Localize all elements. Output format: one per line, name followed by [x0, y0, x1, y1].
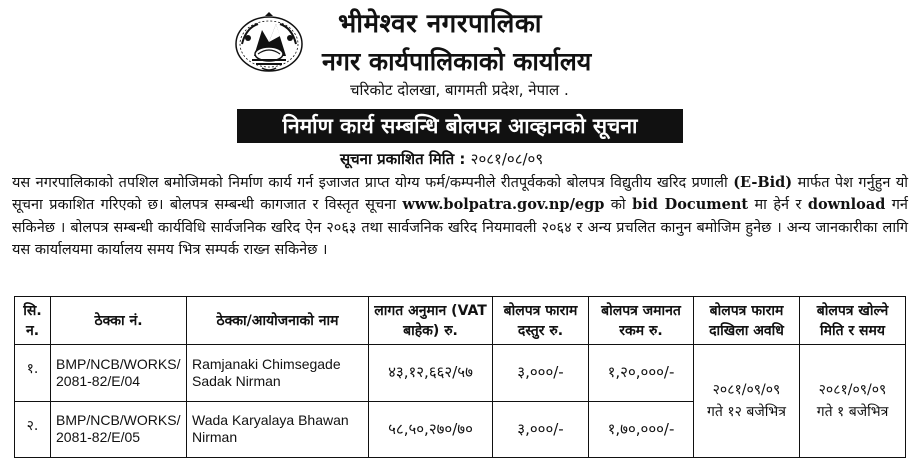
header-submission-period: बोलपत्र फाराम दाखिला अवधि — [694, 297, 800, 345]
office-address: चरिकोट दोलखा, बागमती प्रदेश, नेपाल . — [350, 81, 569, 99]
municipality-name: भीमेश्वर नगरपालिका — [338, 9, 543, 39]
nepal-emblem-icon — [232, 10, 306, 74]
table-header-row — [15, 297, 906, 345]
row-bid-security: १,७०,०००/- — [589, 401, 694, 458]
download-term: download — [807, 196, 886, 214]
notice-body — [12, 172, 908, 261]
opening-date-time — [800, 345, 906, 458]
row-sn: १. — [15, 345, 51, 402]
row-form-fee: ३,०००/- — [493, 345, 589, 402]
header-cost-estimate: लागत अनुमान (VAT बाहेक) रु. — [369, 297, 493, 345]
header-sn: सि. न. — [15, 297, 51, 345]
row-cost-estimate: ४३,१२,६६२/५७ — [369, 345, 493, 402]
publish-date-line — [340, 149, 543, 169]
row-form-fee: ३,०००/- — [493, 401, 589, 458]
body-text-5: गर्न सकिनेछ । बोलपत्र सम्बन्धी कार्यविधि सार्वजनिक खरिद ऐन २०६३ तथा सार्वजनिक खरिद नियमावली २०६४ र अन्य प्रचलित कानुन बमोजिम हुनेछ । अन्य जानकारीका लागि यस कार्यालयमा कार्यालय समय भित्र सम्पर्क राख्न सकिनेछ । — [12, 197, 908, 258]
header-opening-date: बोलपत्र खोल्ने मिति र समय — [800, 297, 906, 345]
header-form-fee: बोलपत्र फाराम दस्तुर रु. — [493, 297, 589, 345]
publish-date-value: २०८१/०८/०९ — [470, 150, 544, 168]
publish-date-label: सूचना प्रकाशित मिति : — [340, 150, 466, 168]
opening-date: २०८१/०९/०९ — [818, 382, 887, 398]
row-project-name: Wada Karyalaya Bhawan Nirman — [187, 401, 369, 458]
row-contract-code: BMP/NCB/WORKS/ 2081-82/E/04 — [51, 345, 187, 402]
notice-title: निर्माण कार्य सम्बन्धि बोलपत्र आव्हानको सूचना — [237, 109, 683, 143]
row-sn: २. — [15, 401, 51, 458]
row-bid-security: १,२०,०००/- — [589, 345, 694, 402]
submission-time: गते १२ बजेभित्र — [707, 404, 786, 420]
header-contract-no: ठेक्का नं. — [51, 297, 187, 345]
row-contract-code: BMP/NCB/WORKS/ 2081-82/E/05 — [51, 401, 187, 458]
bolpatra-url: www.bolpatra.gov.np/egp — [402, 196, 605, 214]
submission-date: २०८१/०९/०९ — [712, 382, 781, 398]
body-text-2: मार्फत पेश गर्नुहुन यो सूचना प्रकाशित गरिएको छ। बोलपत्र सम्बन्धी कागजात र विस्तृत सूचना — [12, 175, 908, 214]
row-cost-estimate: ५८,५०,२७०/७० — [369, 401, 493, 458]
row-project-name: Ramjanaki Chimsegade Sadak Nirman — [187, 345, 369, 402]
body-text-3: को — [604, 197, 633, 214]
opening-time: गते १ बजेभित्र — [816, 404, 889, 420]
header-bid-security: बोलपत्र जमानत रकम रु. — [589, 297, 694, 345]
office-name: नगर कार्यपालिकाको कार्यालय — [322, 47, 592, 76]
ebid-term: (E-Bid) — [733, 174, 793, 191]
submission-deadline — [694, 345, 800, 458]
body-text-4: मा हेर्न र — [748, 197, 808, 214]
body-text-1: यस नगरपालिकाको तपशिल बमोजिमको निर्माण कार्य गर्न इजाजत प्राप्त योग्य फर्म/कम्पनीले रीतपूर्वकको बोलपत्र विद्युतीय खरिद प्रणाली — [12, 175, 734, 191]
table-row — [15, 345, 906, 402]
tender-table — [14, 296, 906, 458]
header-project-name: ठेक्का/आयोजनाको नाम — [187, 297, 369, 345]
bid-document-term: bid Document — [632, 196, 749, 214]
